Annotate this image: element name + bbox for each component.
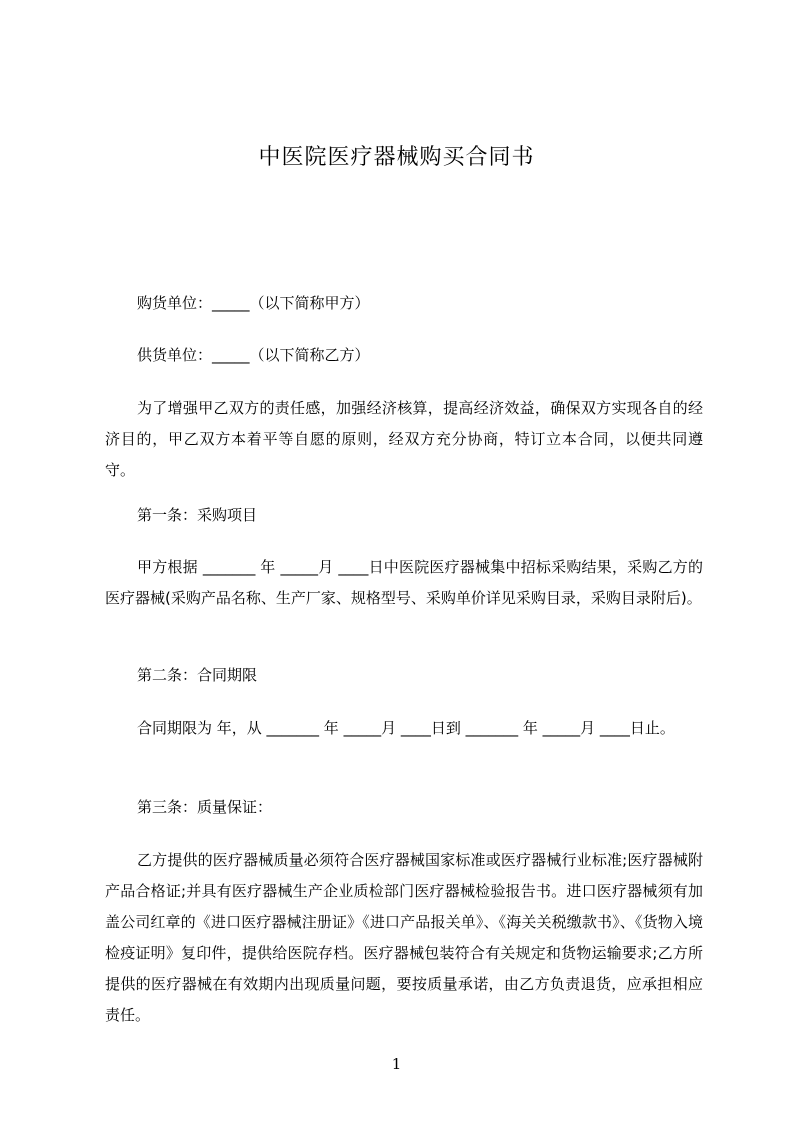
supplier-line: 供货单位：_____（以下简称乙方） (137, 346, 370, 364)
article3-heading: 第三条：质量保证： (137, 798, 273, 816)
document-title: 中医院医疗器械购买合同书 (258, 145, 535, 170)
page-number: 1 (391, 1055, 402, 1073)
article3-body: 乙方提供的医疗器械质量必须符合医疗器械国家标准或医疗器械行业标准;医疗器械附产品合格证;并具有医疗器械生产企业质检部门医疗器械检验报告书。进口医疗器械须有加盖公司红章的《进口医疗器械注册证》《进口产品报关单》、《海关关税缴款书》、《货物入境检疫证明》复印件，提供给医院存档。医疗器械包装符合有关规定和货物运输要求;乙方所提供的医疗器械在有效期内出现质量问题，要按质量承诺，由乙方负责退货，应承担相应责任。 (105, 851, 703, 1024)
article2-heading: 第二条：合同期限 (137, 666, 258, 684)
article2-body: 合同期限为 年，从 _______ 年 _____月 ____日到 _______ 年 _____月 ____日止。 (137, 719, 675, 737)
article1-body: 甲方根据 _______ 年 _____月 ____日中医院医疗器械集中招标采购结果，采购乙方的医疗器械(采购产品名称、生产厂家、规格型号、采购单价详见采购目录，采购目录附后)。 (105, 558, 703, 607)
preamble-paragraph: 为了增强甲乙双方的责任感，加强经济核算，提高经济效益，确保双方实现各自的经济目的，甲乙双方本着平等自愿的原则，经双方充分协商，特订立本合同，以便共同遵守。 (105, 399, 703, 479)
buyer-line: 购货单位：_____（以下简称甲方） (137, 294, 370, 312)
article1-heading: 第一条：采购项目 (137, 506, 258, 524)
